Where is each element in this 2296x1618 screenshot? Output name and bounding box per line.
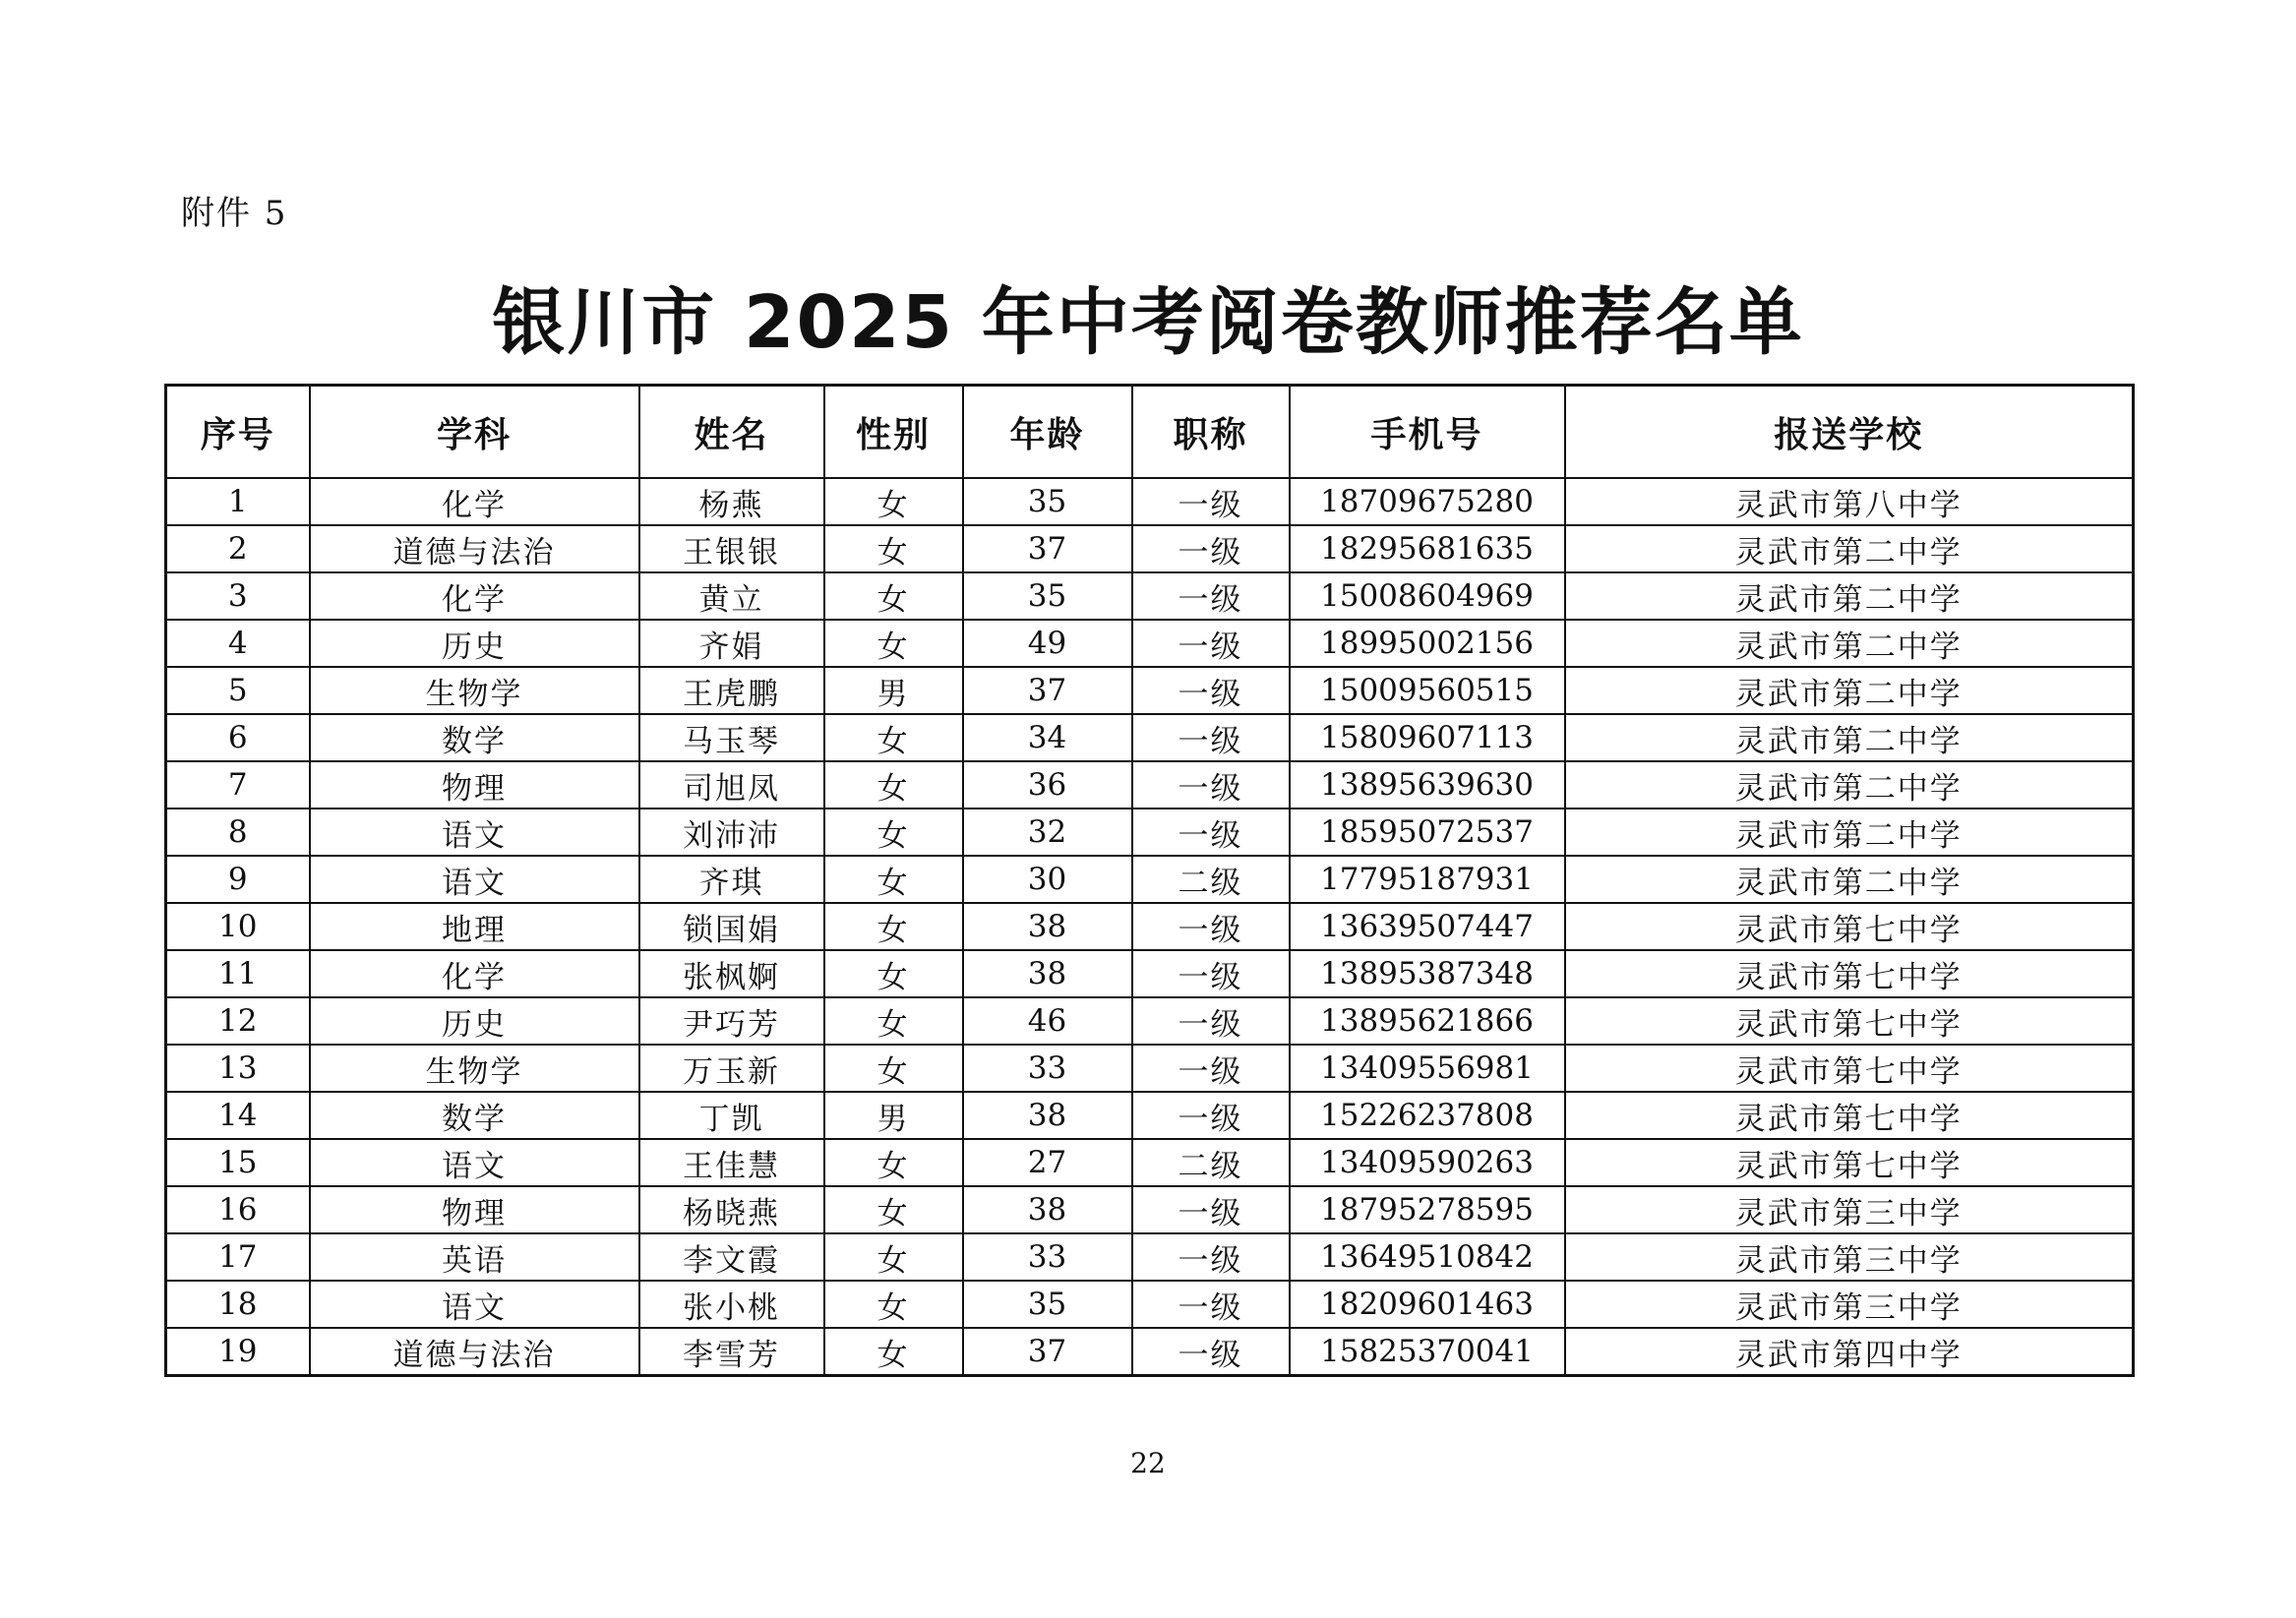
header-subject: 学科 bbox=[310, 386, 639, 479]
table-row bbox=[166, 903, 2134, 950]
cell-phone: 15008604969 bbox=[1290, 572, 1565, 620]
cell-gender: 女 bbox=[824, 950, 963, 997]
table-row bbox=[166, 950, 2134, 997]
cell-index: 14 bbox=[166, 1092, 310, 1139]
cell-gender: 女 bbox=[824, 903, 963, 950]
table-row bbox=[166, 1092, 2134, 1139]
cell-school: 灵武市第二中学 bbox=[1565, 572, 2134, 620]
cell-subject: 数学 bbox=[310, 714, 639, 761]
table-row bbox=[166, 714, 2134, 761]
cell-title: 一级 bbox=[1132, 1092, 1290, 1139]
cell-name: 刘沛沛 bbox=[639, 809, 824, 856]
table-row bbox=[166, 1281, 2134, 1328]
cell-gender: 女 bbox=[824, 1045, 963, 1092]
cell-age: 35 bbox=[963, 572, 1132, 620]
cell-name: 王银银 bbox=[639, 525, 824, 572]
cell-name: 锁国娟 bbox=[639, 903, 824, 950]
cell-title: 一级 bbox=[1132, 997, 1290, 1045]
cell-index: 17 bbox=[166, 1233, 310, 1281]
cell-school: 灵武市第四中学 bbox=[1565, 1328, 2134, 1376]
cell-phone: 13649510842 bbox=[1290, 1233, 1565, 1281]
cell-gender: 女 bbox=[824, 1281, 963, 1328]
cell-school: 灵武市第七中学 bbox=[1565, 997, 2134, 1045]
cell-subject: 道德与法治 bbox=[310, 525, 639, 572]
cell-age: 37 bbox=[963, 667, 1132, 714]
cell-subject: 语文 bbox=[310, 809, 639, 856]
cell-gender: 女 bbox=[824, 809, 963, 856]
table-row bbox=[166, 997, 2134, 1045]
cell-age: 37 bbox=[963, 1328, 1132, 1376]
cell-subject: 语文 bbox=[310, 1139, 639, 1186]
cell-phone: 13895639630 bbox=[1290, 761, 1565, 809]
cell-subject: 物理 bbox=[310, 1186, 639, 1233]
cell-school: 灵武市第七中学 bbox=[1565, 1092, 2134, 1139]
cell-age: 38 bbox=[963, 950, 1132, 997]
cell-name: 李文霞 bbox=[639, 1233, 824, 1281]
cell-index: 7 bbox=[166, 761, 310, 809]
header-title: 职称 bbox=[1132, 386, 1290, 479]
cell-name: 黄立 bbox=[639, 572, 824, 620]
cell-subject: 英语 bbox=[310, 1233, 639, 1281]
table-body bbox=[166, 478, 2134, 1376]
cell-name: 杨燕 bbox=[639, 478, 824, 525]
cell-age: 32 bbox=[963, 809, 1132, 856]
cell-phone: 17795187931 bbox=[1290, 856, 1565, 903]
cell-index: 18 bbox=[166, 1281, 310, 1328]
table-row bbox=[166, 620, 2134, 667]
cell-title: 二级 bbox=[1132, 856, 1290, 903]
cell-subject: 地理 bbox=[310, 903, 639, 950]
cell-gender: 女 bbox=[824, 1186, 963, 1233]
cell-title: 一级 bbox=[1132, 1233, 1290, 1281]
cell-index: 13 bbox=[166, 1045, 310, 1092]
table-row bbox=[166, 572, 2134, 620]
cell-title: 二级 bbox=[1132, 1139, 1290, 1186]
cell-index: 6 bbox=[166, 714, 310, 761]
cell-subject: 生物学 bbox=[310, 667, 639, 714]
cell-index: 8 bbox=[166, 809, 310, 856]
cell-gender: 女 bbox=[824, 856, 963, 903]
cell-title: 一级 bbox=[1132, 667, 1290, 714]
cell-gender: 女 bbox=[824, 761, 963, 809]
cell-gender: 男 bbox=[824, 1092, 963, 1139]
cell-title: 一级 bbox=[1132, 525, 1290, 572]
cell-name: 杨晓燕 bbox=[639, 1186, 824, 1233]
cell-phone: 18995002156 bbox=[1290, 620, 1565, 667]
cell-name: 王虎鹏 bbox=[639, 667, 824, 714]
header-gender: 性别 bbox=[824, 386, 963, 479]
cell-phone: 18209601463 bbox=[1290, 1281, 1565, 1328]
cell-gender: 女 bbox=[824, 714, 963, 761]
cell-phone: 15825370041 bbox=[1290, 1328, 1565, 1376]
cell-age: 35 bbox=[963, 478, 1132, 525]
cell-index: 5 bbox=[166, 667, 310, 714]
cell-title: 一级 bbox=[1132, 620, 1290, 667]
cell-title: 一级 bbox=[1132, 761, 1290, 809]
cell-age: 38 bbox=[963, 903, 1132, 950]
cell-phone: 15009560515 bbox=[1290, 667, 1565, 714]
cell-subject: 历史 bbox=[310, 620, 639, 667]
cell-school: 灵武市第七中学 bbox=[1565, 1045, 2134, 1092]
cell-index: 11 bbox=[166, 950, 310, 997]
cell-phone: 18795278595 bbox=[1290, 1186, 1565, 1233]
cell-phone: 15809607113 bbox=[1290, 714, 1565, 761]
cell-subject: 化学 bbox=[310, 950, 639, 997]
cell-age: 36 bbox=[963, 761, 1132, 809]
cell-title: 一级 bbox=[1132, 714, 1290, 761]
cell-name: 王佳慧 bbox=[639, 1139, 824, 1186]
cell-gender: 女 bbox=[824, 997, 963, 1045]
cell-gender: 男 bbox=[824, 667, 963, 714]
cell-school: 灵武市第七中学 bbox=[1565, 903, 2134, 950]
table-row bbox=[166, 478, 2134, 525]
cell-school: 灵武市第三中学 bbox=[1565, 1281, 2134, 1328]
table-row bbox=[166, 1186, 2134, 1233]
cell-name: 张小桃 bbox=[639, 1281, 824, 1328]
cell-title: 一级 bbox=[1132, 809, 1290, 856]
table-row bbox=[166, 1045, 2134, 1092]
cell-phone: 13639507447 bbox=[1290, 903, 1565, 950]
cell-index: 1 bbox=[166, 478, 310, 525]
cell-phone: 18709675280 bbox=[1290, 478, 1565, 525]
cell-subject: 生物学 bbox=[310, 1045, 639, 1092]
cell-name: 司旭凤 bbox=[639, 761, 824, 809]
cell-name: 丁凯 bbox=[639, 1092, 824, 1139]
cell-age: 35 bbox=[963, 1281, 1132, 1328]
cell-subject: 化学 bbox=[310, 478, 639, 525]
header-school: 报送学校 bbox=[1565, 386, 2134, 479]
cell-phone: 13409556981 bbox=[1290, 1045, 1565, 1092]
table-row bbox=[166, 856, 2134, 903]
cell-subject: 化学 bbox=[310, 572, 639, 620]
teacher-roster-table bbox=[164, 384, 2135, 1377]
cell-title: 一级 bbox=[1132, 1281, 1290, 1328]
cell-age: 46 bbox=[963, 997, 1132, 1045]
table-row bbox=[166, 1139, 2134, 1186]
cell-age: 49 bbox=[963, 620, 1132, 667]
table-row bbox=[166, 809, 2134, 856]
cell-title: 一级 bbox=[1132, 572, 1290, 620]
cell-name: 张枫婀 bbox=[639, 950, 824, 997]
cell-title: 一级 bbox=[1132, 478, 1290, 525]
cell-subject: 物理 bbox=[310, 761, 639, 809]
cell-subject: 语文 bbox=[310, 1281, 639, 1328]
cell-school: 灵武市第二中学 bbox=[1565, 620, 2134, 667]
cell-name: 马玉琴 bbox=[639, 714, 824, 761]
cell-phone: 13895387348 bbox=[1290, 950, 1565, 997]
cell-age: 33 bbox=[963, 1233, 1132, 1281]
cell-age: 33 bbox=[963, 1045, 1132, 1092]
table-row bbox=[166, 1233, 2134, 1281]
cell-index: 16 bbox=[166, 1186, 310, 1233]
cell-name: 万玉新 bbox=[639, 1045, 824, 1092]
cell-school: 灵武市第二中学 bbox=[1565, 667, 2134, 714]
header-index: 序号 bbox=[166, 386, 310, 479]
cell-school: 灵武市第七中学 bbox=[1565, 1139, 2134, 1186]
cell-gender: 女 bbox=[824, 1233, 963, 1281]
cell-age: 30 bbox=[963, 856, 1132, 903]
cell-gender: 女 bbox=[824, 572, 963, 620]
cell-title: 一级 bbox=[1132, 950, 1290, 997]
cell-index: 10 bbox=[166, 903, 310, 950]
cell-index: 4 bbox=[166, 620, 310, 667]
cell-school: 灵武市第二中学 bbox=[1565, 525, 2134, 572]
cell-school: 灵武市第二中学 bbox=[1565, 809, 2134, 856]
table-row bbox=[166, 761, 2134, 809]
cell-school: 灵武市第三中学 bbox=[1565, 1186, 2134, 1233]
cell-school: 灵武市第二中学 bbox=[1565, 714, 2134, 761]
cell-name: 尹巧芳 bbox=[639, 997, 824, 1045]
cell-phone: 15226237808 bbox=[1290, 1092, 1565, 1139]
cell-index: 19 bbox=[166, 1328, 310, 1376]
cell-index: 15 bbox=[166, 1139, 310, 1186]
cell-subject: 道德与法治 bbox=[310, 1328, 639, 1376]
cell-gender: 女 bbox=[824, 1139, 963, 1186]
cell-name: 齐琪 bbox=[639, 856, 824, 903]
cell-subject: 数学 bbox=[310, 1092, 639, 1139]
cell-gender: 女 bbox=[824, 620, 963, 667]
cell-subject: 语文 bbox=[310, 856, 639, 903]
cell-age: 38 bbox=[963, 1186, 1132, 1233]
header-name: 姓名 bbox=[639, 386, 824, 479]
attachment-label: 附件 5 bbox=[181, 194, 288, 233]
cell-age: 27 bbox=[963, 1139, 1132, 1186]
cell-gender: 女 bbox=[824, 1328, 963, 1376]
table-row bbox=[166, 525, 2134, 572]
cell-school: 灵武市第二中学 bbox=[1565, 856, 2134, 903]
cell-title: 一级 bbox=[1132, 1328, 1290, 1376]
cell-age: 34 bbox=[963, 714, 1132, 761]
cell-school: 灵武市第二中学 bbox=[1565, 761, 2134, 809]
table-row bbox=[166, 667, 2134, 714]
cell-school: 灵武市第八中学 bbox=[1565, 478, 2134, 525]
table-row bbox=[166, 1328, 2134, 1376]
header-phone: 手机号 bbox=[1290, 386, 1565, 479]
cell-phone: 18295681635 bbox=[1290, 525, 1565, 572]
cell-school: 灵武市第三中学 bbox=[1565, 1233, 2134, 1281]
cell-title: 一级 bbox=[1132, 1186, 1290, 1233]
cell-title: 一级 bbox=[1132, 1045, 1290, 1092]
cell-school: 灵武市第七中学 bbox=[1565, 950, 2134, 997]
cell-index: 2 bbox=[166, 525, 310, 572]
cell-age: 38 bbox=[963, 1092, 1132, 1139]
cell-name: 齐娟 bbox=[639, 620, 824, 667]
cell-phone: 13895621866 bbox=[1290, 997, 1565, 1045]
document-title: 银川市 2025 年中考阅卷教师推荐名单 bbox=[492, 280, 1804, 365]
cell-name: 李雪芳 bbox=[639, 1328, 824, 1376]
page-number: 22 bbox=[1130, 1447, 1166, 1479]
cell-subject: 历史 bbox=[310, 997, 639, 1045]
cell-title: 一级 bbox=[1132, 903, 1290, 950]
cell-index: 12 bbox=[166, 997, 310, 1045]
cell-index: 9 bbox=[166, 856, 310, 903]
cell-phone: 13409590263 bbox=[1290, 1139, 1565, 1186]
cell-phone: 18595072537 bbox=[1290, 809, 1565, 856]
cell-gender: 女 bbox=[824, 525, 963, 572]
header-age: 年龄 bbox=[963, 386, 1132, 479]
table-header-row bbox=[166, 386, 2134, 479]
cell-age: 37 bbox=[963, 525, 1132, 572]
cell-gender: 女 bbox=[824, 478, 963, 525]
cell-index: 3 bbox=[166, 572, 310, 620]
